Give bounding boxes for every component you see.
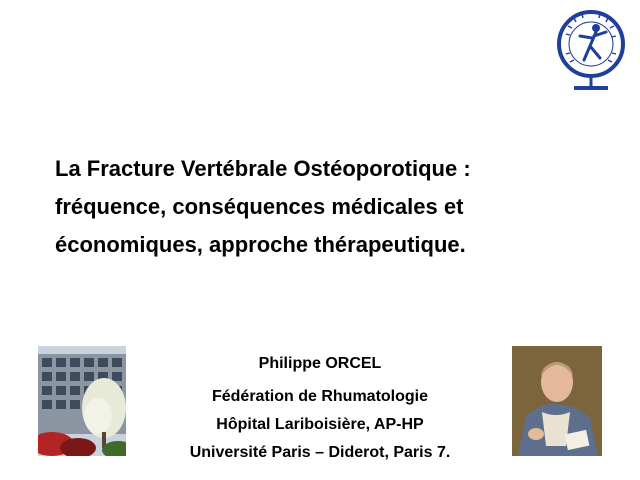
title-line-2: fréquence, conséquences médicales et	[55, 194, 464, 219]
affiliation-line-2: Hôpital Lariboisière, AP-HP	[216, 416, 424, 433]
title-line-1: La Fracture Vertébrale Ostéoporotique :	[55, 156, 471, 181]
author-name: Philippe ORCEL	[258, 355, 382, 372]
portrait-painting	[512, 346, 602, 456]
affiliation-line-3: Université Paris – Diderot, Paris 7.	[189, 444, 451, 461]
slide-title	[55, 150, 615, 264]
bone-joint-decade-logo	[556, 6, 626, 94]
title-line-3: économiques, approche thérapeutique.	[55, 232, 466, 257]
affiliation-line-1: Fédération de Rhumatologie	[211, 388, 428, 405]
